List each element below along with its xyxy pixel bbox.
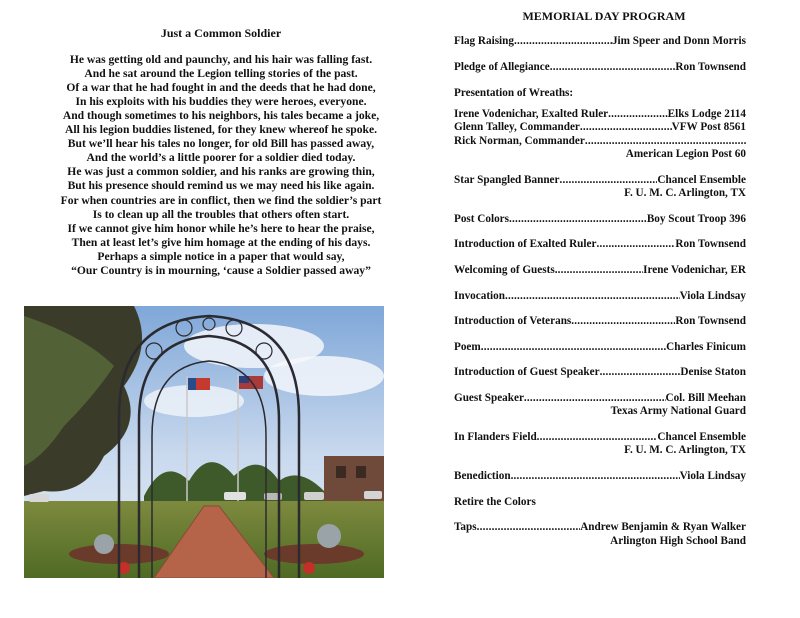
program-item xyxy=(454,264,746,277)
program-item xyxy=(454,366,746,379)
program-item-label: Taps xyxy=(454,521,477,534)
program-item xyxy=(454,87,746,162)
program-row xyxy=(454,366,746,379)
program-item-affiliation: F. U. M. C. Arlington, TX xyxy=(624,444,746,457)
poem-line: If we cannot give him honor while he’s here to hear the praise, xyxy=(67,221,375,235)
poem-title: Just a Common Soldier xyxy=(160,26,282,40)
poem-line: But his presence should remind us we may need his like again. xyxy=(67,179,375,193)
program-row xyxy=(454,264,746,277)
poem-body xyxy=(16,53,426,278)
program-row xyxy=(454,213,746,226)
program-row xyxy=(454,238,746,251)
program-item xyxy=(454,213,746,226)
program-item-label: Flag Raising xyxy=(454,35,514,48)
program-item-performer: Jim Speer and Donn Morris xyxy=(611,35,746,48)
program-item-performer: Chancel Ensemble xyxy=(657,430,746,443)
program-row xyxy=(454,35,746,48)
wreath-row xyxy=(454,108,746,121)
program-item-performer: Denise Staton xyxy=(680,366,746,379)
leader-dots xyxy=(509,213,647,226)
poem-line: He was getting old and paunchy, and his hair was falling fast. xyxy=(69,53,373,67)
program-item-label: Introduction of Guest Speaker xyxy=(454,366,600,379)
program-item-label: Guest Speaker xyxy=(454,391,524,404)
leader-dots xyxy=(524,392,666,405)
program-row xyxy=(454,61,746,74)
poem-line: And though sometimes to his neighbors, his tales became a joke, xyxy=(62,109,380,123)
program-row xyxy=(454,315,746,328)
program-item xyxy=(454,392,746,419)
wreath-organization: VFW Post 8561 xyxy=(671,121,746,134)
poem-line: Perhaps a simple notice in a paper that would say, xyxy=(97,249,345,263)
leader-dots xyxy=(505,290,680,303)
program-item xyxy=(454,174,746,201)
leader-dots xyxy=(580,121,672,134)
memorial-archway-photo xyxy=(24,306,384,578)
poem-line: Of a war that he had fought in and the deeds that he had done, xyxy=(66,81,376,95)
program-item xyxy=(454,496,746,509)
poem-line: All his legion buddies listened, for they knew whereof he spoke. xyxy=(65,123,377,137)
leader-dots xyxy=(514,35,612,48)
program-item-label: Star Spangled Banner xyxy=(454,173,560,186)
wreath-presenter: Irene Vodenichar, Exalted Ruler xyxy=(454,108,609,120)
leader-dots xyxy=(585,135,746,148)
wreath-row xyxy=(454,121,746,134)
program-item xyxy=(454,61,746,74)
wreath-presenter: Glenn Talley, Commander xyxy=(454,121,580,134)
program-item-performer: Irene Vodenichar, ER xyxy=(643,264,746,276)
program-item-affiliation: Texas Army National Guard xyxy=(610,405,746,418)
program-item xyxy=(454,341,746,354)
poem-line: And the world’s a little poorer for a soldier died today. xyxy=(86,151,356,165)
program-item-label: Introduction of Exalted Ruler xyxy=(454,238,597,251)
program-item-performer: Ron Townsend xyxy=(675,238,746,251)
program-item-performer: Chancel Ensemble xyxy=(657,173,746,186)
poem-line: In his exploits with his buddies they were heroes, everyone. xyxy=(75,95,367,109)
wreath-row xyxy=(454,135,746,148)
wreath-organization: Elks Lodge 2114 xyxy=(667,108,746,120)
leader-dots xyxy=(481,341,666,354)
leader-dots xyxy=(537,431,658,444)
leader-dots xyxy=(477,521,581,534)
program-item-label: Post Colors xyxy=(454,212,509,225)
program-item-performer: Charles Finicum xyxy=(666,340,746,353)
leader-dots xyxy=(550,61,676,74)
program-row xyxy=(454,470,746,483)
leader-dots xyxy=(600,366,681,379)
poem-line: He was just a common soldier, and his ranks are growing thin, xyxy=(67,165,375,179)
poem-line: Is to clean up all the troubles that others often start. xyxy=(92,207,350,221)
program-item xyxy=(454,315,746,328)
program-item-performer: Viola Lindsay xyxy=(679,289,746,302)
program-item-performer: Andrew Benjamin & Ryan Walker xyxy=(580,521,746,534)
program-item-label: Benediction xyxy=(454,469,511,482)
poem-line: Then at least let’s give him homage at the ending of his days. xyxy=(71,235,371,249)
program-row xyxy=(454,341,746,354)
leader-dots xyxy=(596,238,675,251)
program xyxy=(454,10,746,560)
poem-line: But we’ll hear his tales no longer, for old Bill has passed away, xyxy=(67,137,375,151)
program-item-label: In Flanders Field xyxy=(454,430,537,443)
poem-line: And he sat around the Legion telling stories of the past. xyxy=(84,67,358,81)
poem xyxy=(16,26,426,278)
program-item-label: Poem xyxy=(454,340,481,353)
wreath-presenter: Rick Norman, Commander xyxy=(454,134,585,147)
poem-line: For when countries are in conflict, then we find the soldier’s part xyxy=(60,193,382,207)
leader-dots xyxy=(559,174,657,187)
program-item-label: Retire the Colors xyxy=(454,495,536,508)
program-item xyxy=(454,521,746,548)
program-item-affiliation: F. U. M. C. Arlington, TX xyxy=(624,187,746,200)
wreath-organization-extra: American Legion Post 60 xyxy=(625,148,746,161)
program-item xyxy=(454,290,746,303)
photo-illustration xyxy=(24,306,384,578)
leader-dots xyxy=(555,264,643,277)
leader-dots xyxy=(511,470,680,483)
program-item-performer: Ron Townsend xyxy=(675,61,746,73)
program-item xyxy=(454,35,746,48)
program-row xyxy=(454,174,746,187)
program-items xyxy=(454,35,746,548)
program-row xyxy=(454,392,746,405)
program-item-label: Introduction of Veterans xyxy=(454,315,572,328)
poem-line: “Our Country is in mourning, ‘cause a Soldier passed away” xyxy=(71,263,371,277)
program-item-label: Pledge of Allegiance xyxy=(454,61,550,73)
program-item-label: Presentation of Wreaths: xyxy=(454,86,574,99)
leader-dots xyxy=(571,315,675,328)
program-row xyxy=(454,290,746,303)
program-item xyxy=(454,431,746,458)
program-row xyxy=(454,431,746,444)
program-item-performer: Col. Bill Meehan xyxy=(665,391,746,404)
program-item-performer: Ron Townsend xyxy=(675,315,746,328)
program-item xyxy=(454,470,746,483)
program-item-performer: Boy Scout Troop 396 xyxy=(646,212,746,225)
program-title: MEMORIAL DAY PROGRAM xyxy=(522,9,686,23)
program-item xyxy=(454,238,746,251)
program-item-performer: Viola Lindsay xyxy=(679,469,746,482)
leader-dots xyxy=(608,108,668,121)
program-row xyxy=(454,521,746,534)
program-item-label: Invocation xyxy=(454,289,505,302)
program-item-label: Welcoming of Guests xyxy=(454,264,555,276)
program-item-affiliation: Arlington High School Band xyxy=(610,534,746,547)
